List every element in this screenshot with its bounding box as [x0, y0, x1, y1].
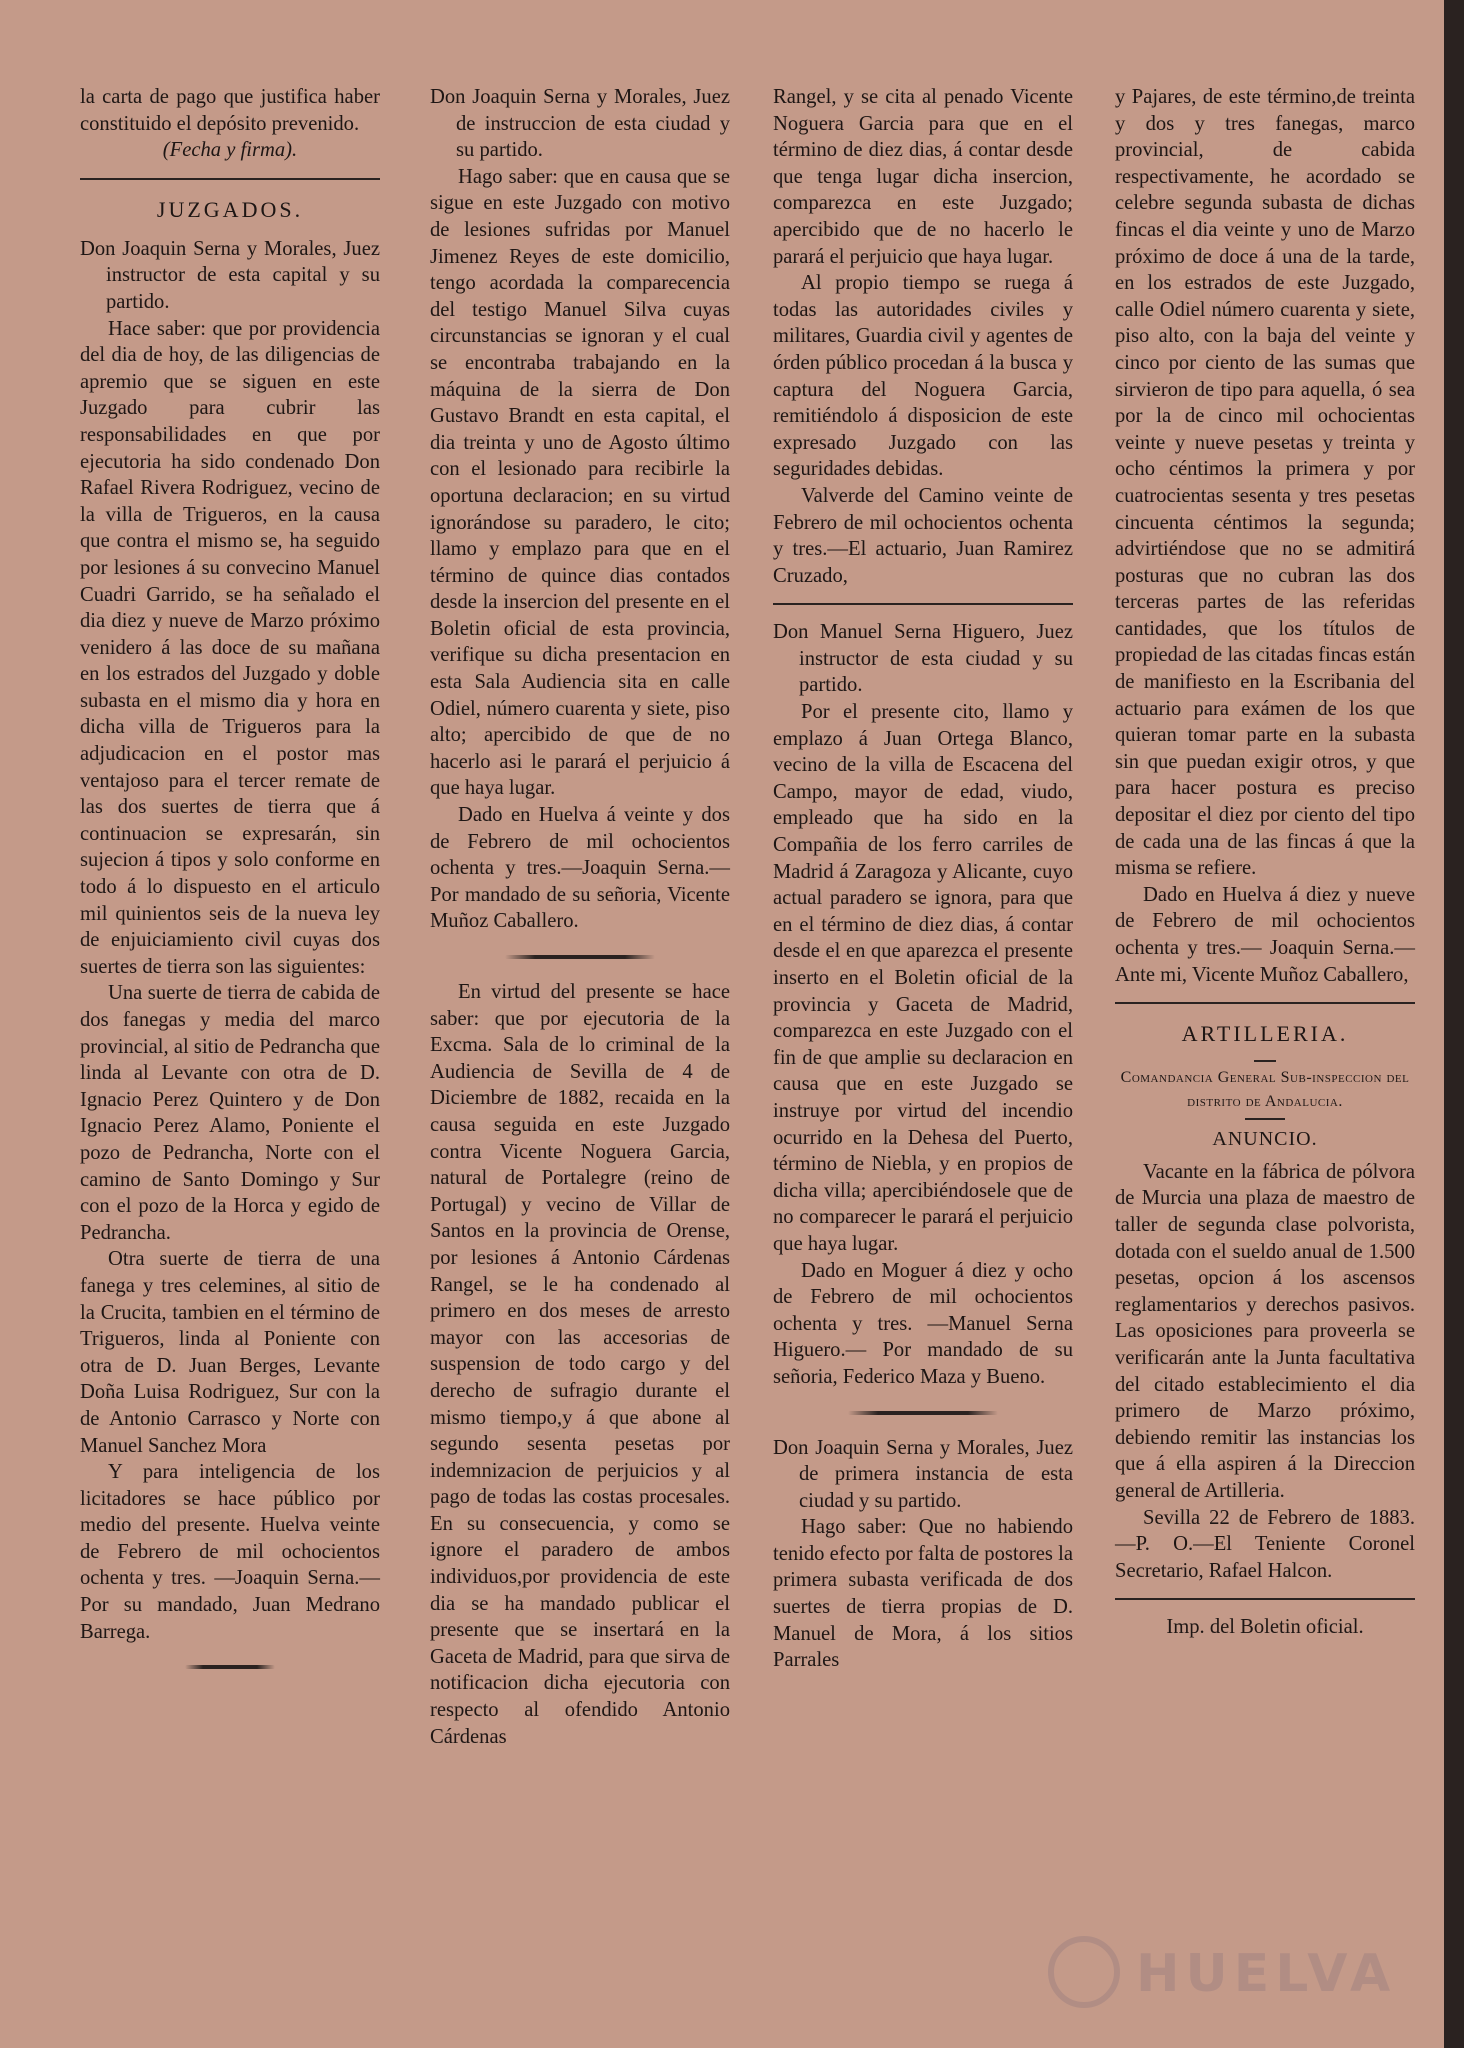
dash-divider	[1245, 1118, 1285, 1120]
ornament-divider	[848, 1411, 998, 1415]
notice-body: Vacante en la fábrica de pólvora de Murcia una plaza de maestro de taller de segunda clase polvorista, dotada con el sueldo anual de 1.500 pesetas, opcion á los ascensos reglamentarios y derechos pasivos. Las oposiciones para proveerla se verificarán ante la Junta facultativa del citado establecimiento el dia primero de Marzo próximo, debiendo remitir las instancias los que á ella aspiren á la Direccion general de Artilleria.	[1115, 1160, 1415, 1502]
section-title-juzgados: JUZGADOS.	[156, 196, 304, 222]
notice-continuation: Rangel, y se cita al penado Vicente Noguera Garcia para que en el término de diez dias, á contar desde que tenga lugar dicha insercion, comparezca en este Juzgado; apercibido que de no hacerlo le parará el perjuicio que haya lugar.	[773, 86, 1073, 268]
notice-continuation: y Pajares, de este término,de treinta y dos y tres fanegas, marco provincial, de cabida respectivamente, he acordado se celebre segunda subasta de dichas fincas el dia veinte y uno de Marzo próximo de doce á una de la tarde, en los estrados de este Juzgado, calle Odiel número cuarenta y siete, piso alto, con la baja del veinte y cinco por ciento de las sumas que sirvieron de tipo para aquella, ó sea por la de cinco mil ochocientas veinte y nueve pesetas y treinta y ocho céntimos la primera y por cuatrocientas sesenta y tres pesetas cincuenta céntimos la segunda; advirtiéndose que no se admitirá posturas que no cubran las dos terceras partes de las referidas cantidades, que los títulos de propiedad de las citadas fincas están de manifiesto en la Escribania del actuario para exámen de los que quieran tomar parte en la subasta sin que puedan exigir otros, y que para hacer postura es preciso depositar el diez por ciento del tipo de cada una de las fincas á que la misma se refiere.	[1115, 86, 1415, 880]
land-lot-1: Una suerte de tierra de cabida de dos fanegas y media del marco provincial, al sitio de Pedrancha que linda al Levante con otra de D. Ignacio Perez Quintero y de Don Ignacio Perez Alamo, Poniente el pozo de Pedrancha, Norte con el camino de Santo Domingo y Sur con el pozo de la Horca y egido de Pedrancha.	[80, 982, 380, 1244]
notice-closing: Valverde del Camino veinte de Febrero de mil ochocientos ochenta y tres.—El actuario, Juan Ramirez Cruzado,	[773, 484, 1073, 587]
notice-heading: Don Joaquin Serna y Morales, Juez de primera instancia de esta ciudad y su partido.	[773, 1436, 1073, 1512]
notice-closing: Y para inteligencia de los licitadores se hace público por medio del presente. Huelva veinte de Febrero de mil ochocientos ochenta y tres. —Joaquin Serna.—Por su mandado, Juan Medrano Barrega.	[80, 1461, 380, 1643]
notice-heading: Don Joaquin Serna y Morales, Juez instructor de esta capital y su partido.	[80, 237, 380, 313]
column-4	[1115, 84, 1415, 1641]
section-rule	[1115, 1598, 1415, 1600]
section-title-artilleria: ARTILLERIA.	[1181, 1021, 1349, 1047]
notice-body: Hago saber: Que no habiendo tenido efecto por falta de postores la primera subasta verificada de dos suertes de tierra propias de D. Manuel de Mora, á los sitios Parrales	[773, 1516, 1073, 1672]
section-rule	[80, 178, 380, 180]
notice-closing: Dado en Huelva á veinte y dos de Febrero de mil ochocientos ochenta y tres.—Joaquin Serna.—Por mandado de su señoria, Vicente Muñoz Caballero.	[430, 804, 730, 933]
notice-closing: Dado en Huelva á diez y nueve de Febrero de mil ochocientos ochenta y tres.— Joaquin Serna.— Ante mi, Vicente Muñoz Caballero,	[1115, 883, 1415, 986]
date-signature-note: (Fecha y firma).	[162, 139, 298, 162]
column-1	[80, 84, 380, 1689]
library-watermark	[1048, 1936, 1397, 2008]
section-rule	[773, 603, 1073, 605]
dash-divider	[1254, 1060, 1276, 1062]
notice-heading: Don Joaquin Serna y Morales, Juez de instruccion de esta ciudad y su partido.	[430, 86, 730, 162]
seal-icon	[1048, 1936, 1120, 2008]
notice-heading: Don Manuel Serna Higuero, Juez instructor de esta ciudad y su partido.	[773, 621, 1073, 697]
notice-body: Por el presente cito, llamo y emplazo á Juan Ortega Blanco, vecino de la villa de Escacena del Campo, mayor de edad, viudo, empleado que ha sido en la Compañia de los ferro carriles de Madrid á Zaragoza y Alicante, cuyo actual paradero se ignora, para que en el término de diez dias, á contar desde el en que aparezca el presente inserto en el Boletin oficial de la provincia y Gaceta de Madrid, comparezca en este Juzgado con el fin de que amplie su declaracion en causa que en este Juzgado se instruye por virtud del incendio ocurrido en la Dehesa del Puerto, término de Niebla, y en propios de dicha villa; apercibiéndosele que de no comparecer le parará el perjuicio que haya lugar.	[773, 701, 1073, 1255]
notice-closing: Dado en Moguer á diez y ocho de Febrero de mil ochocientos ochenta y tres. —Manuel Serna Higuero.— Por mandado de su señoria, Federico Maza y Bueno.	[773, 1259, 1073, 1388]
page-edge-shadow	[1444, 0, 1464, 2048]
deposit-paragraph: la carta de pago que justifica haber constituido el depósito prevenido.	[80, 86, 380, 135]
anuncio-title: ANUNCIO.	[1212, 1128, 1318, 1151]
column-2	[430, 84, 730, 1750]
section-rule	[1115, 1002, 1415, 1004]
notice-closing: Sevilla 22 de Febrero de 1883.—P. O.—El Teniente Coronel Secretario, Rafael Halcon.	[1115, 1506, 1415, 1582]
watermark-text: HUELVA	[1136, 1944, 1397, 2004]
ornament-divider	[505, 955, 655, 959]
sub-heading: Comandancia General Sub-inspeccion del distrito de Andalucia.	[1120, 1069, 1410, 1111]
notice-body: Hace saber: que por providencia del dia de hoy, de las diligencias de apremio que se siguen en este Juzgado para cubrir las responsabilidades en que por ejecutoria ha sido condenado Don Rafael Rivera Rodriguez, vecino de la villa de Trigueros, en la causa que contra el mismo se, ha seguido por lesiones á su convecino Manuel Cuadri Garrido, se ha señalado el dia diez y nueve de Marzo próximo venidero á las doce de su mañana en los estrados del Juzgado y doble subasta en el mismo dia y hora en dicha villa de Trigueros para la adjudicacion en el postor mas ventajoso para el tercer remate de las dos suertes de tierra que á continuacion se expresarán, sin sujecion á tipos y solo conforme en todo á lo dispuesto en el articulo mil quinientos seis de la nueva ley de enjuiciamiento civil cuyas dos suertes de tierra son las siguientes:	[80, 317, 380, 978]
notice-body: Al propio tiempo se ruega á todas las autoridades civiles y militares, Guardia civil y agentes de órden público procedan á la busca y captura del Noguera Garcia, remitiéndolo á disposicion de este expresado Juzgado con las seguridades debidas.	[773, 272, 1073, 481]
ornament-divider	[185, 1665, 275, 1669]
column-3	[773, 84, 1073, 1674]
imprint: Imp. del Boletin oficial.	[1166, 1616, 1364, 1639]
land-lot-2: Otra suerte de tierra de una fanega y tres celemines, al sitio de la Crucita, tambien en el término de Trigueros, linda al Poniente con otra de D. Juan Berges, Levante Doña Luisa Rodriguez, Sur con la de Antonio Carrasco y Norte con Manuel Sanchez Mora	[80, 1248, 380, 1457]
notice-body: En virtud del presente se hace saber: que por ejecutoria de la Excma. Sala de lo criminal de la Audiencia de Sevilla de 4 de Diciembre de 1882, recaida en la causa seguida en este Juzgado contra Vicente Noguera Garcia, natural de Portalegre (reino de Portugal) y vecino de Villar de Santos en la provincia de Orense, por lesiones á Antonio Cárdenas Rangel, se le ha condenado al primero en dos meses de arresto mayor con las accesorias de suspension de todo cargo y del derecho de sufragio durante el mismo tiempo,y á que abone al segundo sesenta pesetas por indemnizacion de perjuicios y al pago de todas las costas procesales. En su consecuencia, y como se ignore el paradero de ambos individuos,por providencia de este dia se ha mandado publicar el presente que se insertará en la Gaceta de Madrid, para que sirva de notificacion dicha ejecutoria con respecto al ofendido Antonio Cárdenas	[430, 981, 730, 1748]
notice-body: Hago saber: que en causa que se sigue en este Juzgado con motivo de lesiones sufridas por Manuel Jimenez Reyes de este domicilio, tengo acordada la comparecencia del testigo Manuel Silva cuyas circunstancias se ignoran y el cual se encontraba trabajando en la máquina de la sierra de Don Gustavo Brandt en esta capital, el dia treinta y uno de Agosto último con el lesionado para recibirle la oportuna declaracion; en su virtud ignorándose su paradero, le cito; llamo y emplazo para que en el término de quince dias contados desde la insercion del presente en el Boletin oficial de esta provincia, verifique su dicha presentacion en esta Sala Audiencia sita en calle Odiel, número cuarenta y siete, piso alto; apercibido de que de no hacerlo asi le parará el perjuicio á que haya lugar.	[430, 165, 730, 800]
